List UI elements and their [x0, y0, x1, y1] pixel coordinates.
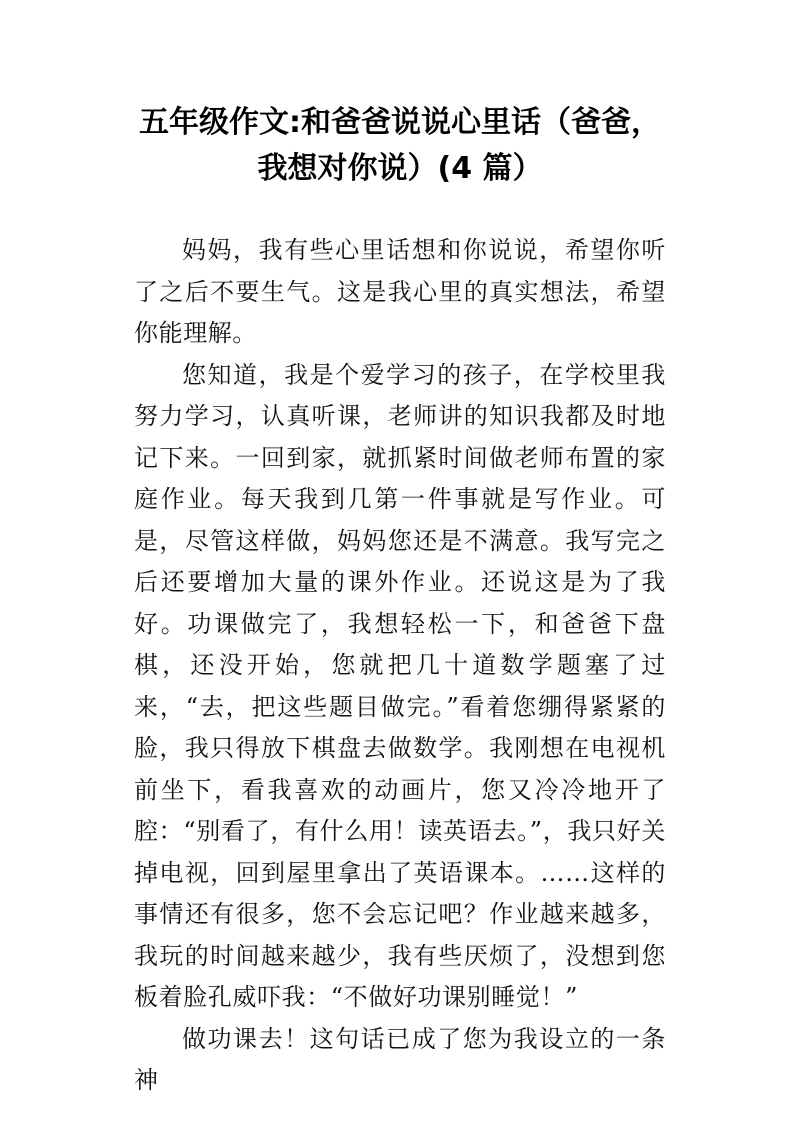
paragraph-1: 妈妈，我有些心里话想和你说说，希望你听了之后不要生气。这是我心里的真实想法，希望你能理解。	[134, 236, 666, 347]
paragraph-3: 做功课去！这句话已成了您为我设立的一条神	[134, 1024, 666, 1094]
title-line-1: 五年级作文:和爸爸说说心里话（爸爸，	[139, 105, 661, 140]
title-line-2: 我想对你说）(4 篇）	[257, 151, 543, 186]
document-title	[120, 100, 680, 192]
document-body	[134, 230, 666, 1102]
paragraph-2: 您知道，我是个爱学习的孩子，在学校里我努力学习，认真听课，老师讲的知识我都及时地记下来。一回到家，就抓紧时间做老师布置的家庭作业。每天我到几第一件事就是写作业。可是，尽管这样做，妈妈您还是不满意。我写完之后还要增加大量的课外作业。还说这是为了我好。功课做完了，我想轻松一下，和爸爸下盘棋，还没开始，您就把几十道数学题塞了过来，“去，把这些题目做完。”看着您绷得紧紧的脸，我只得放下棋盘去做数学。我刚想在电视机前坐下，看我喜欢的动画片，您又冷冷地开了腔：“别看了，有什么用！读英语去。”，我只好关掉电视，回到屋里拿出了英语课本。……这样的事情还有很多，您不会忘记吧？作业越来越多，我玩的时间越来越少，我有些厌烦了，没想到您板着脸孔威吓我：“不做好功课别睡觉！”	[134, 360, 666, 1011]
